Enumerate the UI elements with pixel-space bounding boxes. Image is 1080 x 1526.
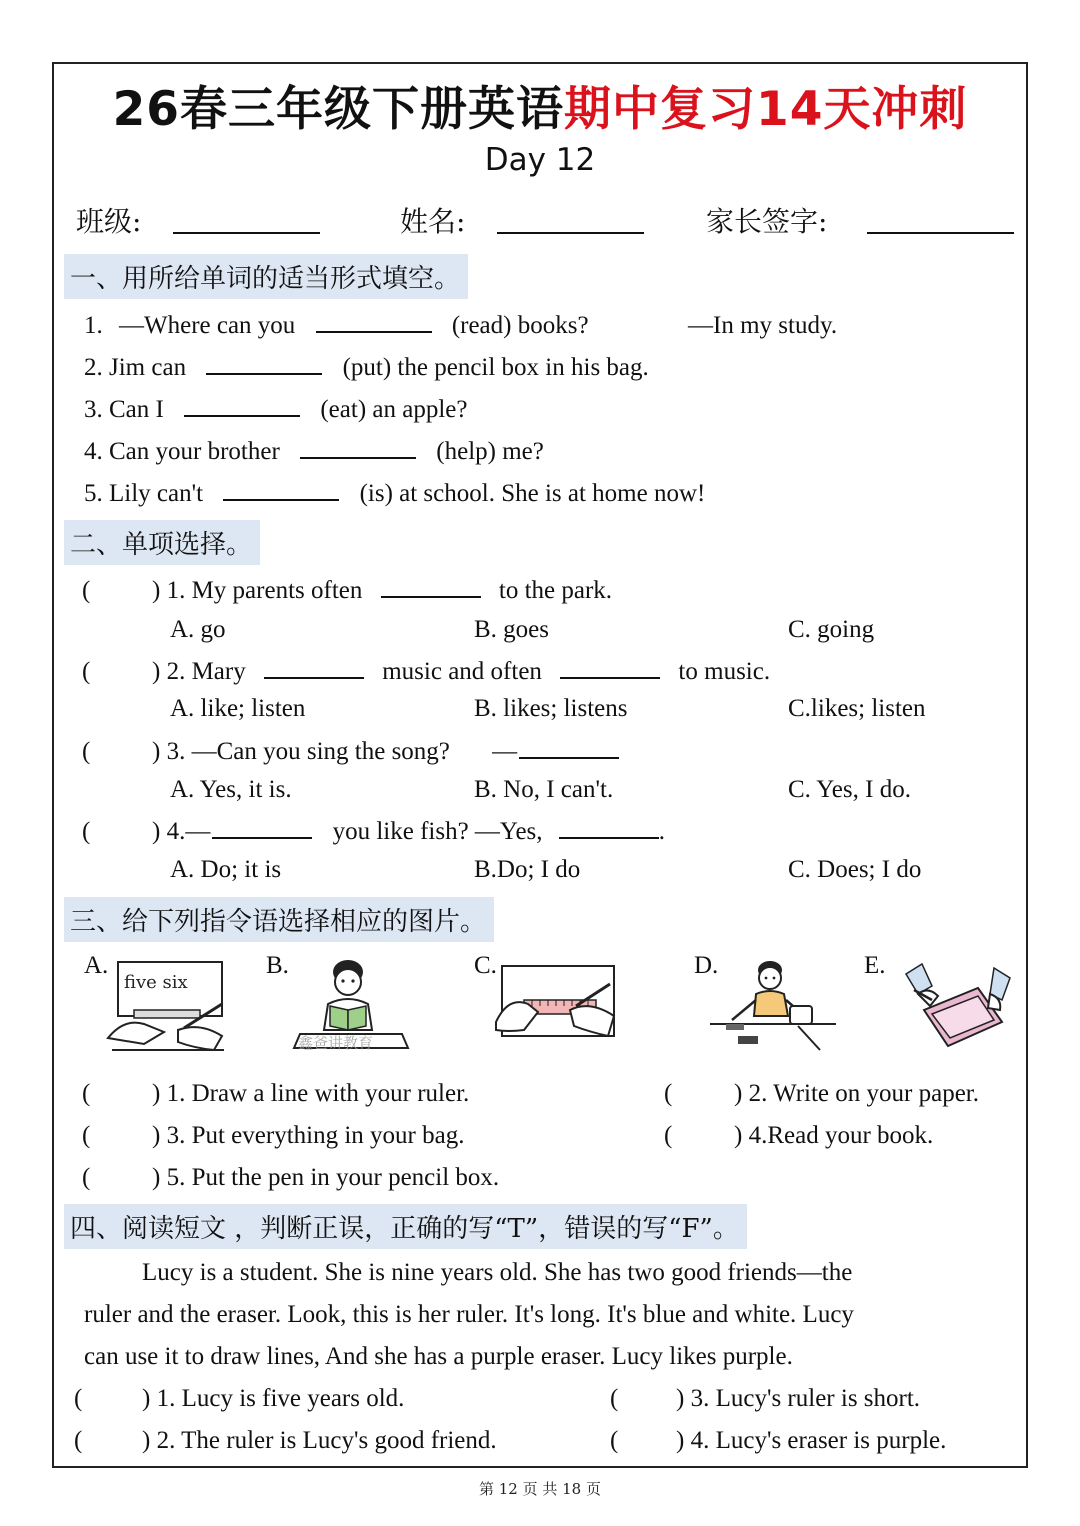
s3-item-1: ) 1. Draw a line with your ruler.: [152, 1080, 470, 1107]
s3-item-4: ) 4.Read your book.: [734, 1122, 934, 1149]
s2-q3-option-a[interactable]: A. Yes, it is.: [170, 776, 292, 803]
s3-paren-5: (: [82, 1164, 91, 1191]
s2-q1-stem: ) 1. My parents often to the park.: [152, 577, 613, 604]
section-3-heading: 三、给下列指令语选择相应的图片。: [64, 897, 494, 942]
section-4-heading: 四、阅读短文 ，判断正误，正确的写“T”，错误的写“F”。: [64, 1204, 747, 1249]
name-field[interactable]: [497, 232, 644, 234]
s2-q1-option-c[interactable]: C. going: [788, 616, 875, 643]
s4-paren-1: (: [74, 1385, 83, 1412]
picture-b-read-book[interactable]: [290, 956, 412, 1056]
s2-q2-option-c[interactable]: C.likes; listen: [788, 695, 926, 722]
s3-paren-1: (: [82, 1080, 91, 1107]
page-footer: 第 12 页 共 18 页: [478, 1480, 601, 1498]
s4-item-1: ) 1. Lucy is five years old.: [142, 1385, 405, 1412]
pic-label-e: E.: [864, 952, 886, 979]
s1-blank-4[interactable]: [300, 439, 416, 459]
s4-paren-3: (: [610, 1385, 619, 1412]
s2-q4-blank-2[interactable]: [559, 819, 659, 839]
s2-q1-paren: (: [82, 577, 91, 604]
pic-label-d: D.: [694, 952, 719, 979]
s4-paren-4: (: [610, 1427, 619, 1454]
s1-item-3: 3. Can I (eat) an apple?: [84, 396, 468, 423]
s4-item-3: ) 3. Lucy's ruler is short.: [676, 1385, 921, 1412]
watermark: 鑫爸讲教育: [298, 1034, 374, 1052]
pic-label-c: C.: [474, 952, 497, 979]
s1-blank-1[interactable]: [316, 313, 432, 333]
s1-item-5: 5. Lily can't (is) at school. She is at home now!: [84, 480, 706, 507]
passage-line-2: ruler and the eraser. Look, this is her ruler. It's long. It's blue and white. Lucy: [84, 1301, 854, 1328]
s2-q4-option-c[interactable]: C. Does; I do: [788, 856, 922, 883]
s1-blank-5[interactable]: [223, 481, 339, 501]
section-2-heading: 二、单项选择。: [64, 520, 260, 565]
s2-q2-option-a[interactable]: A. like; listen: [170, 695, 306, 722]
s4-item-2: ) 2. The ruler is Lucy's good friend.: [142, 1427, 497, 1454]
pic-label-a: A.: [84, 952, 109, 979]
s1-item-1-answer: —In my study.: [688, 312, 838, 339]
s2-q4-option-b[interactable]: B.Do; I do: [474, 856, 581, 883]
picture-e-pen-in-pencil-box[interactable]: [898, 960, 1016, 1054]
parent-signature-label: 家长签字:: [706, 205, 828, 238]
s2-q3-stem: ) 3. —Can you sing the song? —: [152, 738, 619, 766]
s3-item-2: ) 2. Write on your paper.: [734, 1080, 979, 1107]
s2-q3-paren: (: [82, 738, 91, 765]
s2-q2-stem: ) 2. Mary music and often to music.: [152, 658, 771, 685]
picture-c-draw-line[interactable]: [494, 960, 622, 1054]
s2-q1-option-b[interactable]: B. goes: [474, 616, 549, 643]
name-label: 姓名:: [400, 205, 466, 238]
s2-q4-blank-1[interactable]: [212, 819, 312, 839]
s2-q3-blank[interactable]: [519, 739, 619, 759]
title-red: 期中复习14天冲刺: [564, 82, 968, 137]
s3-item-5: ) 5. Put the pen in your pencil box.: [152, 1164, 500, 1191]
s1-item-2: 2. Jim can (put) the pencil box in his bag.: [84, 354, 649, 381]
class-field[interactable]: [173, 232, 320, 234]
s1-blank-3[interactable]: [184, 397, 300, 417]
s1-blank-2[interactable]: [206, 355, 322, 375]
picture-d-put-in-bag[interactable]: [708, 958, 838, 1054]
passage-line-1: Lucy is a student. She is nine years old. She has two good friends—the: [142, 1259, 853, 1286]
s2-q1-option-a[interactable]: A. go: [170, 616, 226, 643]
s3-paren-3: (: [82, 1122, 91, 1149]
pic-label-b: B.: [266, 952, 289, 979]
s2-q4-option-a[interactable]: A. Do; it is: [170, 856, 282, 883]
passage-line-3: can use it to draw lines, And she has a purple eraser. Lucy likes purple.: [84, 1343, 793, 1370]
s2-q2-paren: (: [82, 658, 91, 685]
s4-item-4: ) 4. Lucy's eraser is purple.: [676, 1427, 947, 1454]
class-label: 班级:: [76, 205, 142, 238]
s2-q3-option-b[interactable]: B. No, I can't.: [474, 776, 614, 803]
page-title: [0, 72, 1080, 139]
s3-paren-4: (: [664, 1122, 673, 1149]
s1-item-4: 4. Can your brother (help) me?: [84, 438, 544, 465]
s3-item-3: ) 3. Put everything in your bag.: [152, 1122, 465, 1149]
section-1-heading: 一、用所给单词的适当形式填空。: [64, 254, 468, 299]
s2-q1-blank[interactable]: [381, 578, 481, 598]
s4-paren-2: (: [74, 1427, 83, 1454]
s2-q4-stem: ) 4.— you like fish? —Yes, .: [152, 818, 666, 845]
s2-q4-paren: (: [82, 818, 91, 845]
picture-a-write-on-paper[interactable]: [104, 958, 230, 1054]
title-black: 26春三年级下册英语: [112, 82, 564, 137]
s2-q2-blank-1[interactable]: [264, 659, 364, 679]
s1-item-1: 1. —Where can you (read) books?: [84, 312, 589, 339]
s3-paren-2: (: [664, 1080, 673, 1107]
picture-a-card-words: five six: [124, 972, 188, 993]
parent-signature-field[interactable]: [867, 232, 1014, 234]
s2-q3-option-c[interactable]: C. Yes, I do.: [788, 776, 911, 803]
day-label: Day 12: [484, 142, 596, 178]
s2-q2-blank-2[interactable]: [560, 659, 660, 679]
s2-q2-option-b[interactable]: B. likes; listens: [474, 695, 628, 722]
